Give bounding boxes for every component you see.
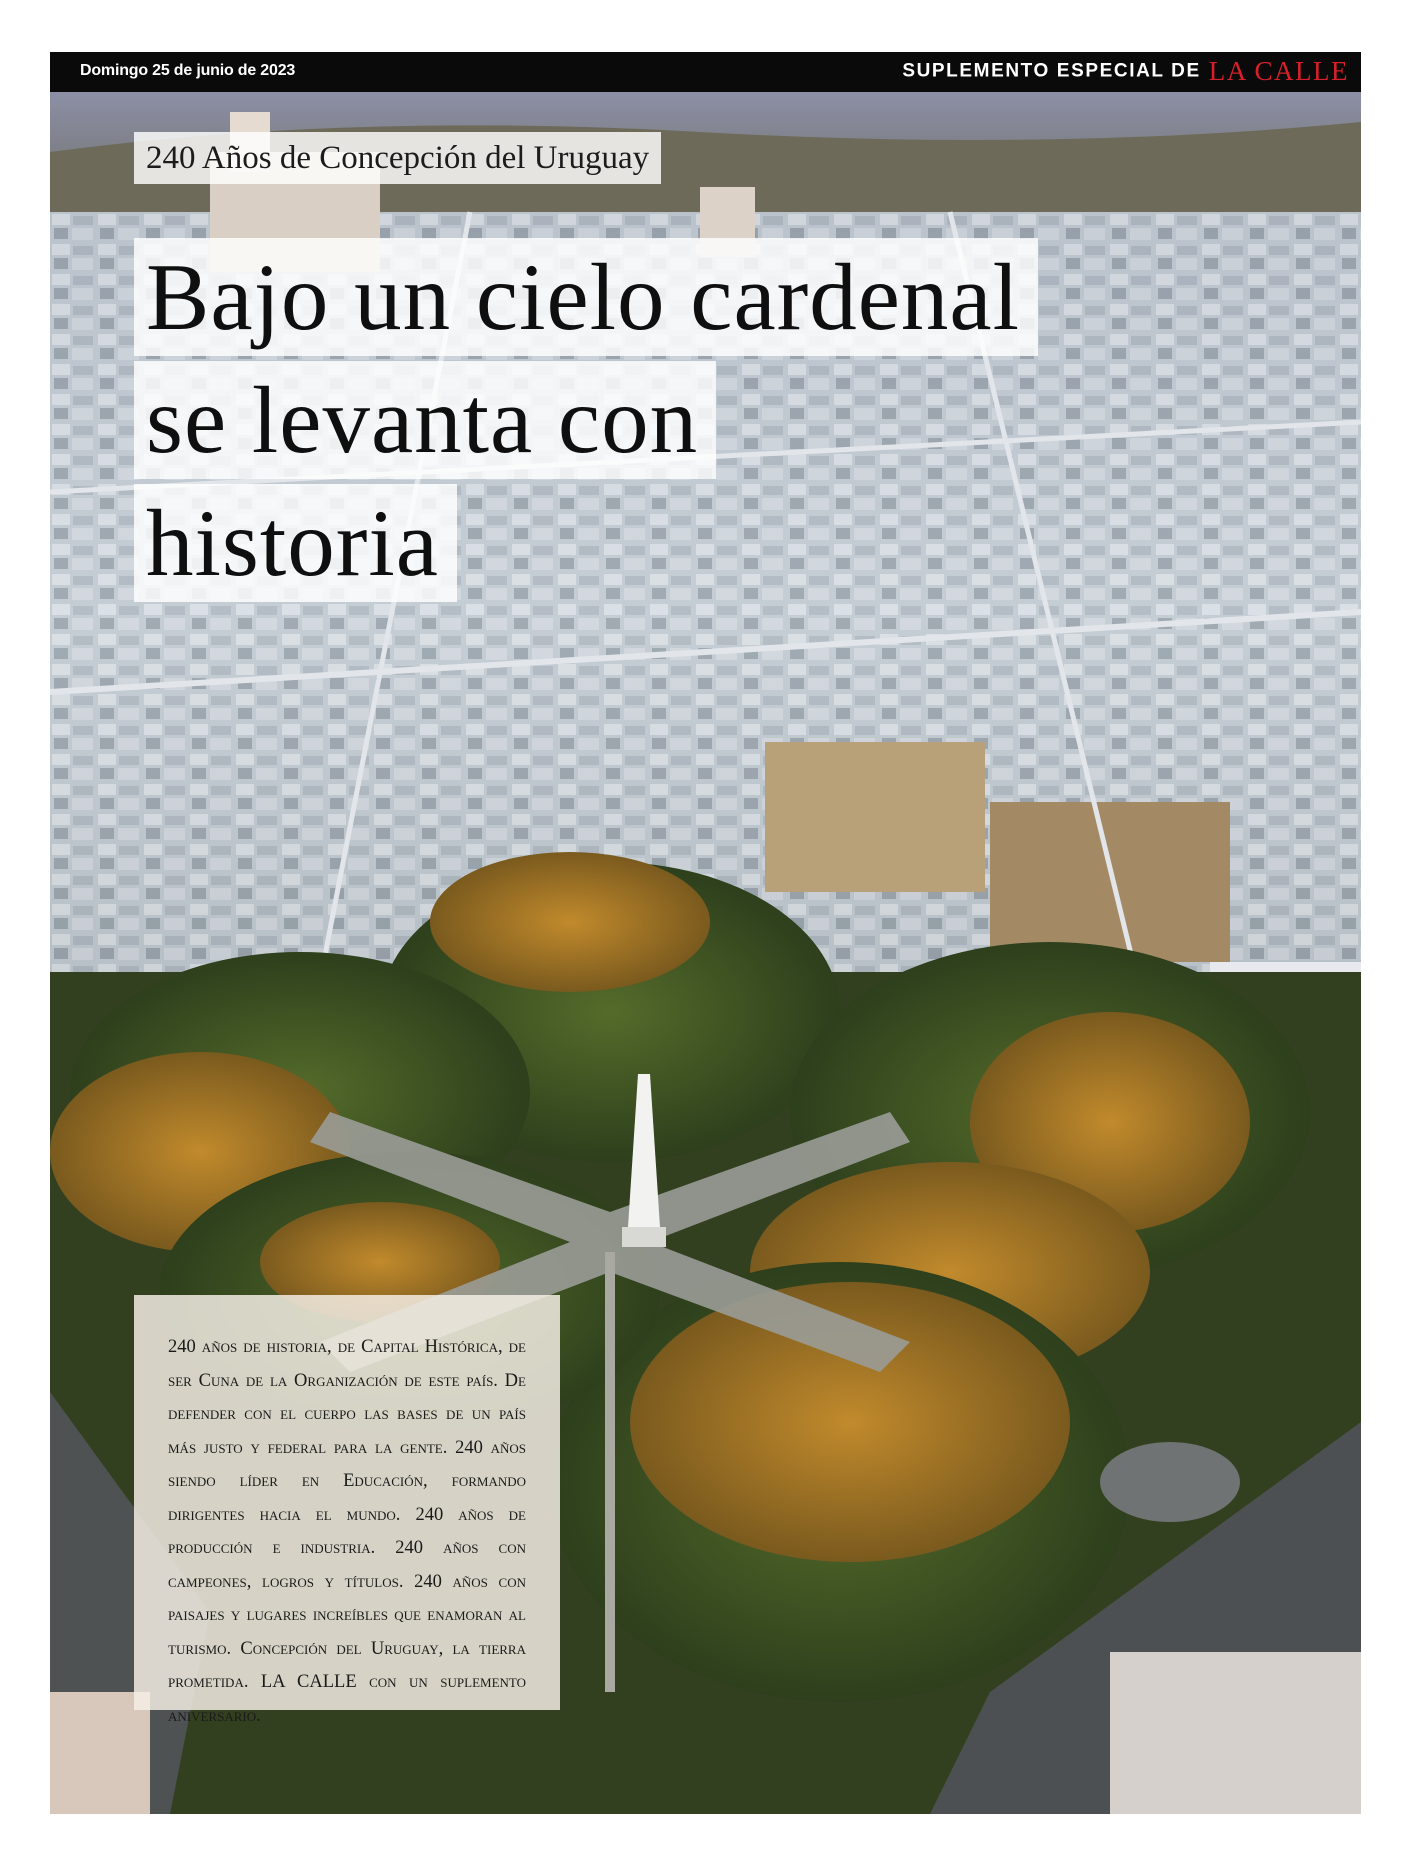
supplement-tag bbox=[902, 56, 1349, 87]
headline-line-1: Bajo un cielo cardenal bbox=[134, 238, 1038, 356]
kicker: 240 Años de Concepción del Uruguay bbox=[134, 132, 661, 184]
intro-caption-text: 240 años de historia, de Capital Histórica, de ser Cuna de la Organización de este país. De defender con el cuerpo las bases de un país más justo y federal para la gente. 240 años siendo líder en Educación, formando dirigentes hacia el mundo. 240 años de producción e industria. 240 años con campeones, logros y títulos. 240 años con paisajes y lugares increíbles que enamoran al turismo. Concepción del Uruguay, la tierra prometida. LA CALLE con un suplemento aniversario. bbox=[168, 1337, 526, 1726]
headline-line-3: historia bbox=[134, 484, 457, 602]
headline-line-2: se levanta con bbox=[134, 361, 716, 479]
issue-date: Domingo 25 de junio de 2023 bbox=[80, 62, 296, 79]
brand-logo: LA CALLE bbox=[1208, 56, 1349, 86]
header-bar bbox=[50, 52, 1361, 92]
supplement-label: SUPLEMENTO ESPECIAL DE bbox=[902, 60, 1201, 82]
intro-caption-box bbox=[134, 1295, 560, 1726]
